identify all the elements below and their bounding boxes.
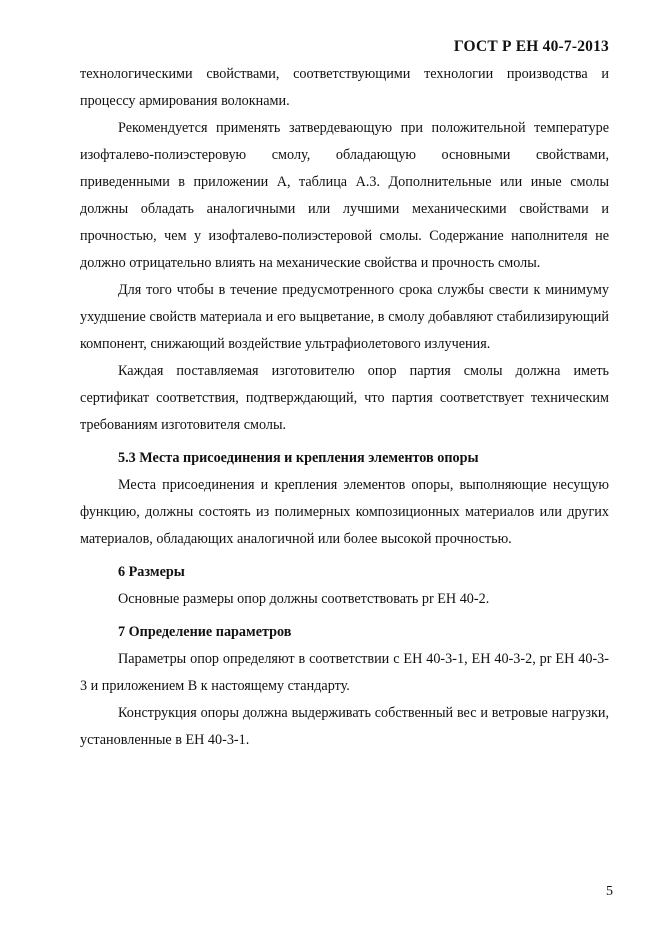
paragraph-continuation: технологическими свойствами, соответствующими технологии производства и процессу армирования волокнами. <box>80 66 609 109</box>
section-7-heading: 7 Определение параметров <box>118 624 292 640</box>
section-6-heading: 6 Размеры <box>118 564 185 580</box>
section-6-text: Основные размеры опор должны соответствовать pr ЕН 40-2. <box>118 591 490 607</box>
paragraph-certificate: Каждая поставляемая изготовителю опор партия смолы должна иметь сертификат соответствия, подтверждающий, что партия соответствует техническим требованиям изготовителя смолы. <box>80 363 609 433</box>
paragraph-uv-stabilizer: Для того чтобы в течение предусмотренного срока службы свести к минимуму ухудшение свойств материала и его выцветание, в смолу добавляют стабилизирующий компонент, снижающий воздействие ультрафиолетового излучения. <box>80 282 609 352</box>
section-7-text-2: Конструкция опоры должна выдерживать собственный вес и ветровые нагрузки, установленные в ЕН 40-3-1. <box>80 705 609 748</box>
section-7-text-1: Параметры опор определяют в соответствии с ЕН 40-3-1, ЕН 40-3-2, pr ЕН 40-3-3 и приложением В к настоящему стандарту. <box>80 651 609 694</box>
section-5-3-text: Места присоединения и крепления элементов опоры, выполняющие несущую функцию, должны состоять из полимерных композиционных материалов или других материалов, обладающих аналогичной или более высокой прочностью. <box>80 477 609 547</box>
section-5-3-heading: 5.3 Места присоединения и крепления элементов опоры <box>118 450 479 466</box>
document-body <box>80 61 609 754</box>
page-number: 5 <box>606 884 613 899</box>
document-code-header: ГОСТ Р ЕН 40-7-2013 <box>453 38 609 55</box>
paragraph-resin-recommendation: Рекомендуется применять затвердевающую при положительной температуре изофталево-полиэстеровую смолу, обладающую основными свойствами, приведенными в приложении А, таблица А.3. Дополнительные или иные смолы должны обладать аналогичными или лучшими механическими свойствами и прочностью, чем у изофталево-полиэстеровой смолы. Содержание наполнителя не должно отрицательно влиять на механические свойства и прочность смолы. <box>80 120 609 271</box>
